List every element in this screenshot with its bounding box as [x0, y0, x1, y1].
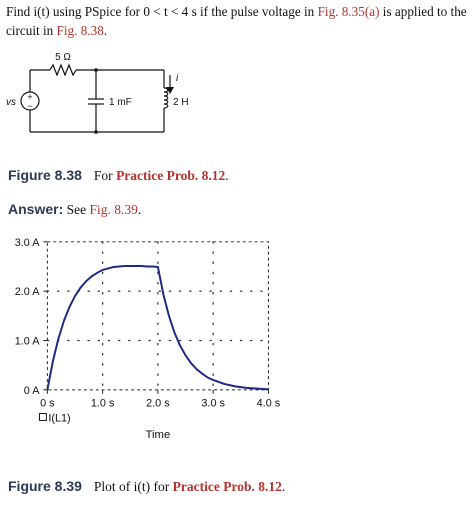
- series-line-il1: [47, 266, 268, 390]
- x-tick-label: 2.0 s: [146, 397, 170, 410]
- figure-839-caption: [8, 478, 285, 495]
- source-plus-sign: +: [27, 92, 33, 102]
- figure-839-caption-end: .: [281, 479, 286, 494]
- legend-label: I(L1): [48, 412, 71, 425]
- source-minus-sign: −: [27, 101, 33, 111]
- legend-marker: [39, 414, 46, 421]
- problem-text-end: .: [103, 23, 108, 38]
- x-tick-label: 1.0 s: [90, 397, 115, 410]
- answer-block: [8, 201, 141, 218]
- answer-text: See: [63, 202, 90, 217]
- problem-text-start: Find i(t) using PSpice for 0 < t < 4 s if the pulse voltage in: [6, 4, 318, 19]
- wire-junction: [94, 68, 98, 72]
- figure-839-caption-ref[interactable]: Practice Prob. 8.12: [172, 479, 282, 494]
- current-plot: [0, 228, 300, 453]
- problem-text-middle: is applied to the circuit in: [6, 4, 467, 38]
- x-axis-label: Time: [145, 429, 171, 442]
- y-tick-label: 3.0 A: [14, 236, 40, 249]
- circuit-diagram: [0, 44, 220, 154]
- y-tick-label: 2.0 A: [14, 286, 40, 299]
- figure-ref-835a[interactable]: Fig. 8.35(a): [317, 4, 380, 19]
- figure-839-label: Figure 8.39: [8, 478, 82, 494]
- answer-figure-ref[interactable]: Fig. 8.39: [89, 202, 138, 217]
- x-tick-label: 0 s: [40, 397, 55, 410]
- inductor-symbol: [164, 88, 168, 108]
- figure-838-label: Figure 8.38: [8, 167, 82, 183]
- problem-statement: [6, 2, 468, 40]
- y-tick-label: 1.0 A: [14, 335, 40, 348]
- figure-838-caption-ref[interactable]: Practice Prob. 8.12: [116, 168, 226, 183]
- source-label: vs: [6, 97, 16, 108]
- y-tick-label: 0 A: [23, 384, 40, 397]
- figure-839-caption-prefix: Plot of i(t) for: [93, 479, 173, 494]
- current-label: i: [176, 73, 179, 84]
- figure-838-caption-end: .: [225, 168, 229, 183]
- capacitor-label: 1 mF: [109, 97, 132, 108]
- figure-838-caption-prefix: For: [93, 168, 117, 183]
- resistor-symbol: [50, 65, 76, 75]
- wire-junction: [94, 130, 98, 134]
- figure-838-caption: [8, 167, 229, 184]
- figure-ref-838[interactable]: Fig. 8.38: [56, 23, 104, 38]
- resistor-label: 5 Ω: [55, 52, 71, 63]
- x-tick-label: 3.0 s: [201, 397, 225, 410]
- answer-end: .: [137, 202, 142, 217]
- inductor-label: 2 H: [173, 97, 189, 108]
- answer-label: Answer:: [8, 201, 64, 217]
- x-tick-label: 4.0 s: [256, 397, 281, 410]
